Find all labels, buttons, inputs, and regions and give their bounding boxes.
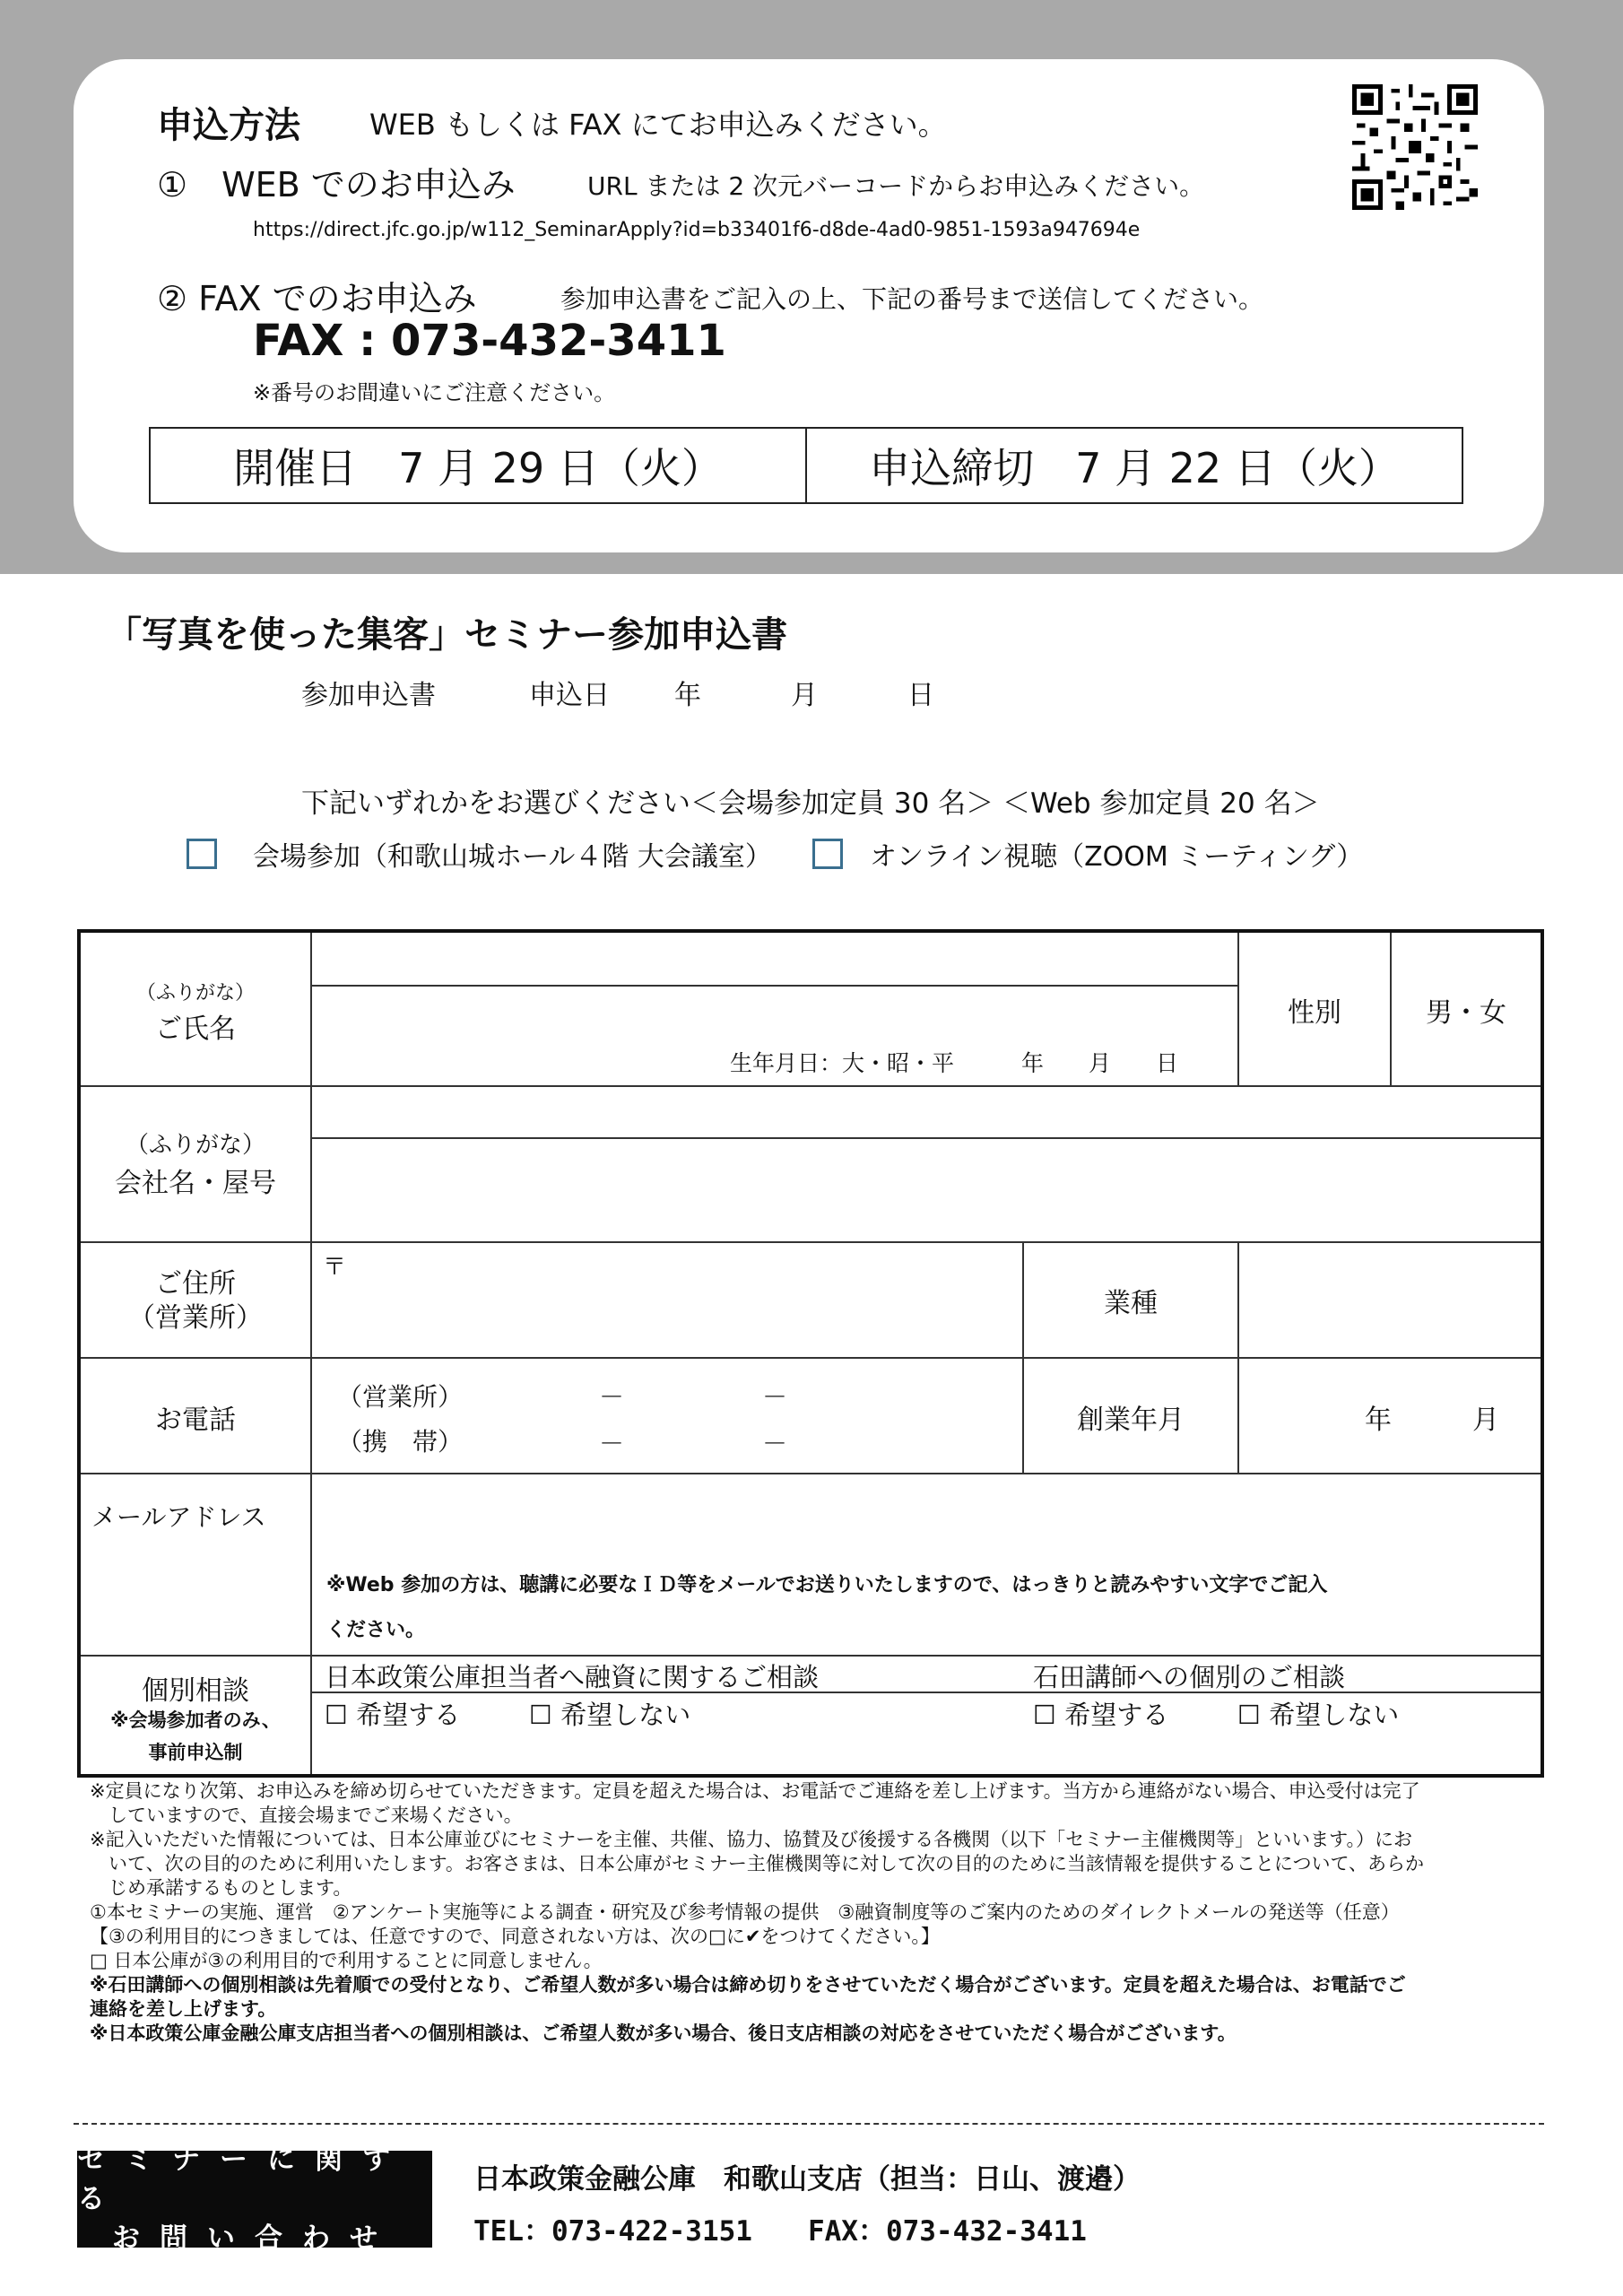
founded-label: 創業年月	[1077, 1405, 1185, 1436]
consult-jfc-no[interactable]: ☐ 希望しない	[529, 1700, 691, 1730]
founded-input[interactable]: 年 月	[1365, 1405, 1499, 1436]
email-input[interactable]	[310, 1474, 1541, 1564]
phone-office-label: （営業所）	[337, 1382, 464, 1412]
phone-office-dash-2: －	[762, 1382, 788, 1412]
email-note-line-2: ください。	[326, 1619, 426, 1641]
phone-mobile-dash-1: －	[599, 1429, 625, 1458]
email-note-line-1: ※Web 参加の方は、聴講に必要なＩＤ等をメールでお送りいたしますので、はっきりと読みやすい文字でご記入	[326, 1574, 1328, 1596]
consult-ishida-yes[interactable]: ☐ 希望する	[1033, 1700, 1169, 1730]
consult-jfc-yes[interactable]: ☐ 希望する	[325, 1700, 461, 1730]
note-line: ※定員になり次第、お申込みを締め切らせていただきます。定員を超えた場合は、お電話でご連絡を差し上げます。当方から連絡がない場合、申込受付は完了	[90, 1780, 1420, 1802]
consult-ishida-label: 石田講師への個別のご相談	[1033, 1662, 1346, 1692]
online-option-label: オンライン視聴（ZOOM ミーティング）	[870, 841, 1364, 873]
consult-jfc-label: 日本政策公庫担当者へ融資に関するご相談	[325, 1662, 820, 1692]
birth-date-label[interactable]: 生年月日：大・昭・平 年 月 日	[730, 1050, 1179, 1076]
web-apply-description: URL または 2 次元バーコードからお申込みください。	[587, 171, 1205, 201]
form-subtitle: 参加申込書	[301, 680, 436, 711]
qr-code-icon[interactable]	[1352, 84, 1478, 210]
postal-mark: 〒	[323, 1254, 347, 1281]
fax-note: ※番号のお間違いにご注意ください。	[253, 380, 616, 405]
address-label: ご住所	[155, 1268, 236, 1300]
apply-month-label[interactable]: 月	[791, 680, 818, 711]
fax-number: FAX : 073-432-3411	[253, 316, 726, 366]
contact-label-line-1: セミナーに関する	[77, 2144, 410, 2215]
online-option[interactable]	[812, 834, 1363, 874]
phone-mobile-dash-2: －	[762, 1429, 788, 1458]
industry-label: 業種	[1104, 1288, 1158, 1319]
name-furigana-label: （ふりがな）	[135, 982, 255, 1004]
phone-input[interactable]	[310, 1359, 1022, 1473]
address-input[interactable]	[310, 1243, 1022, 1357]
checkbox-icon[interactable]	[812, 839, 843, 869]
application-table	[77, 929, 1544, 1778]
note-line: していますので、直接会場までご来場ください。	[90, 1805, 523, 1826]
name-label: ご氏名	[155, 1013, 236, 1045]
select-prompt: 下記いずれかをお選びください＜会場参加定員 30 名＞ ＜Web 参加定員 20 名＞	[301, 787, 1320, 820]
gender-choice[interactable]: 男・女	[1426, 997, 1506, 1029]
contact-phone: TEL：073-422-3151 FAX：073-432-3411	[473, 2215, 1087, 2248]
consent-checkbox[interactable]: □ 日本公庫が③の利用目的で利用することに同意しません。	[90, 1950, 603, 1971]
consult-ishida-no[interactable]: ☐ 希望しない	[1237, 1700, 1400, 1730]
dates-box	[149, 427, 1463, 504]
apply-year-label[interactable]: 年	[674, 680, 701, 711]
web-apply-heading: ① WEB でのお申込み	[157, 165, 516, 204]
note-line-bold: 連絡を差し上げます。	[90, 1998, 277, 2020]
note-line: いて、次の目的のために利用いたします。お客さまは、日本公庫がセミナー主催機関等に対して次の目的のために当該情報を提供することについて、あらか	[90, 1853, 1425, 1874]
checkbox-icon[interactable]	[187, 839, 217, 869]
note-line-bold: ※石田講師への個別相談は先着順での受付となり、ご希望人数が多い場合は締め切りをさせていただく場合がございます。定員を超えた場合は、お電話でご	[90, 1974, 1406, 1996]
venue-option[interactable]	[187, 834, 772, 874]
note-line: じめ承諾するものとします。	[90, 1877, 352, 1899]
note-line: 【③の利用目的につきましては、任意ですので、同意されない方は、次の□に✔をつけてください。】	[90, 1926, 940, 1947]
method-description: WEB もしくは FAX にてお申込みください。	[369, 108, 947, 142]
gender-label: 性別	[1288, 997, 1341, 1029]
company-furigana-label: （ふりがな）	[125, 1132, 265, 1159]
venue-option-label: 会場参加（和歌山城ホール４階 大会議室）	[253, 841, 772, 873]
method-title: 申込方法	[157, 105, 300, 146]
contact-label-line-2: お問い合わせ	[112, 2222, 397, 2255]
company-input[interactable]	[310, 1137, 1541, 1241]
cut-line	[74, 2123, 1544, 2125]
note-line: ※記入いただいた情報については、日本公庫並びにセミナーを主催、共催、協力、協賛及び後援する各機関（以下「セミナー主催機関等」といいます。）にお	[90, 1829, 1412, 1850]
address-sublabel: （営業所）	[128, 1302, 263, 1334]
fax-apply-description: 参加申込書をご記入の上、下記の番号まで送信してください。	[560, 284, 1264, 314]
fax-apply-heading: ② FAX でのお申込み	[157, 279, 477, 318]
apply-day-label[interactable]: 日	[907, 680, 934, 711]
consult-note-2: 事前申込制	[148, 1742, 243, 1763]
contact-organization: 日本政策金融公庫 和歌山支店（担当：日山、渡邉）	[473, 2163, 1141, 2196]
company-label: 会社名・屋号	[115, 1168, 276, 1199]
event-date: 開催日 7 月 29 日（火）	[233, 444, 723, 492]
note-line-bold: ※日本政策公庫金融公庫支店担当者への個別相談は、ご希望人数が多い場合、後日支店相談の対応をさせていただく場合がございます。	[90, 2022, 1237, 2044]
web-apply-url[interactable]: https://direct.jfc.go.jp/w112_SeminarApply?id=b33401f6-d8de-4ad0-9851-1593a947694e	[253, 219, 1141, 241]
notes	[90, 1779, 1542, 2046]
apply-date-label: 申込日	[529, 680, 610, 711]
note-line: ①本セミナーの実施、運営 ②アンケート実施等による調査・研究及び参考情報の提供 ③融資制度等のご案内のためのダイレクトメールの発送等（任意）	[90, 1901, 1400, 1923]
form-subline	[301, 673, 934, 712]
phone-office-dash-1: －	[599, 1382, 625, 1412]
application-deadline: 申込締切 7 月 22 日（火）	[805, 429, 1462, 502]
phone-label: お電話	[155, 1405, 236, 1436]
contact-label	[77, 2144, 432, 2255]
consult-label: 個別相談	[142, 1675, 249, 1707]
email-label: メールアドレス	[91, 1502, 266, 1532]
phone-mobile-label: （携 帯）	[337, 1427, 464, 1457]
form-title: 「写真を使った集客」セミナー参加申込書	[106, 614, 787, 656]
consult-note-1: ※会場参加者のみ、	[110, 1709, 281, 1731]
industry-input[interactable]	[1239, 1243, 1541, 1357]
